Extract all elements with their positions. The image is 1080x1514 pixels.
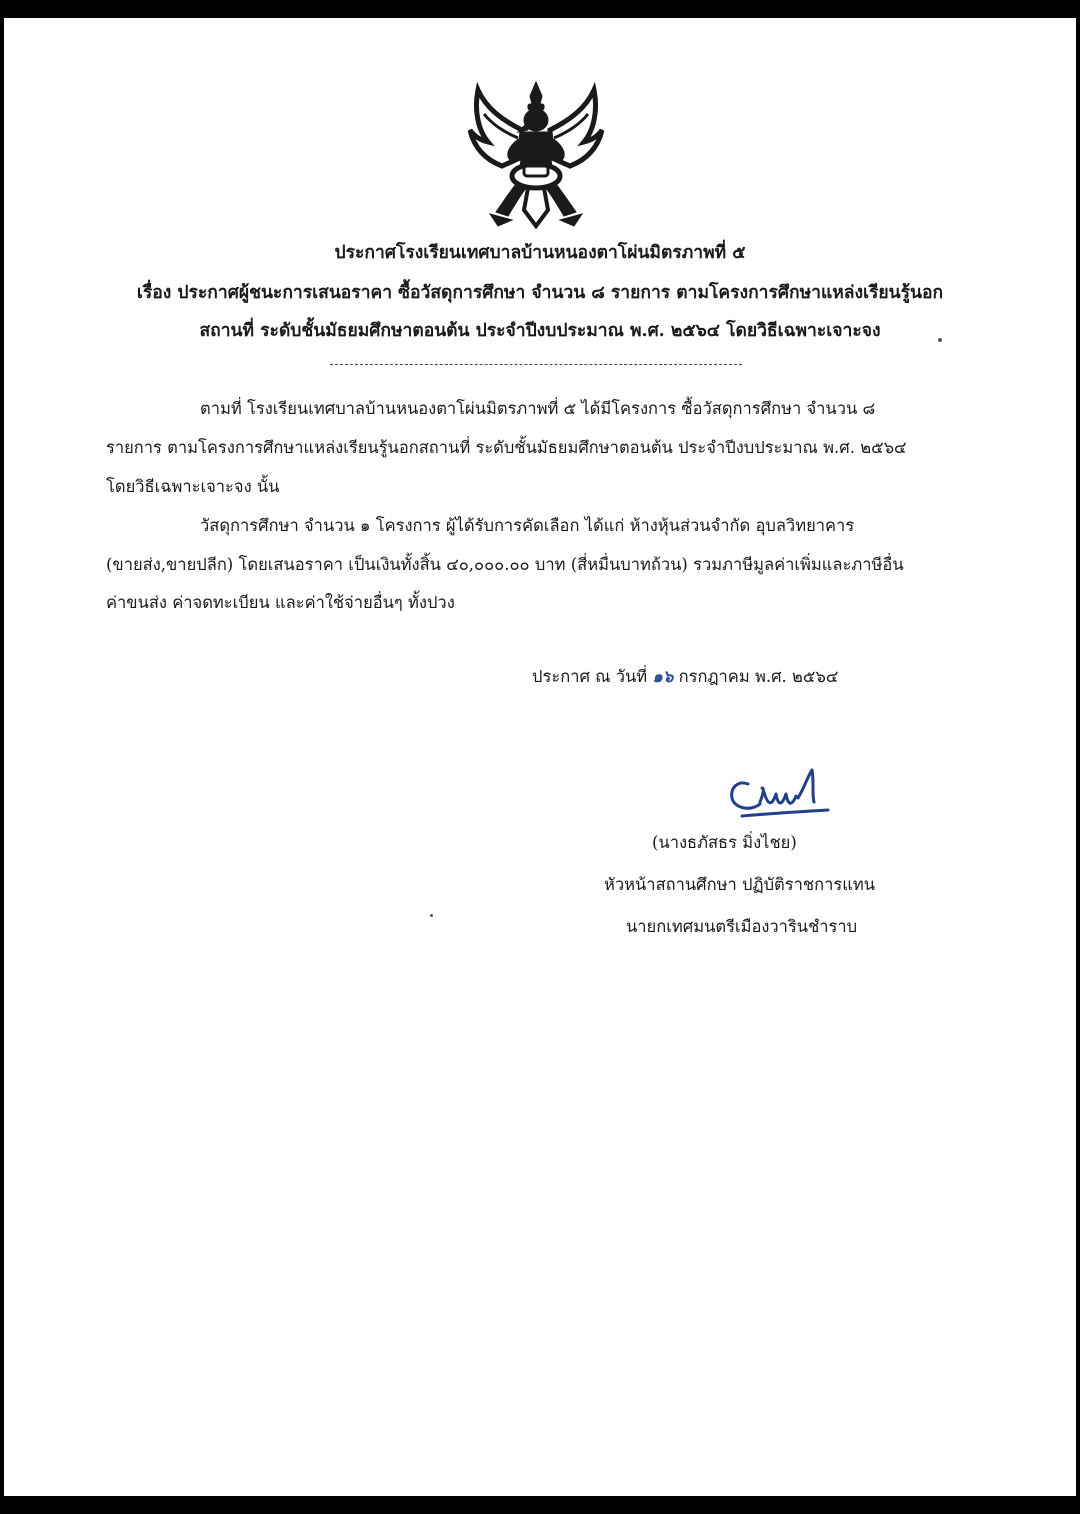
- paragraph2-line2: (ขายส่ง,ขายปลีก) โดยเสนอราคา เป็นเงินทั้งสิ้น ๔๐,๐๐๐.๐๐ บาท (สี่หมื่นบาทถ้วน) รวมภาษีมูลค่าเพิ่มและภาษีอื่น: [106, 555, 904, 574]
- handwritten-signature-icon: [724, 766, 836, 826]
- garuda-emblem-icon: [468, 80, 604, 232]
- separator-dashed-line: [330, 364, 742, 365]
- subject-line-1: เรื่อง ประกาศผู้ชนะการเสนอราคา ซื้อวัสดุการศึกษา จำนวน ๘ รายการ ตามโครงการศึกษาแหล่งเรียนรู้นอก: [136, 283, 944, 303]
- signer-position-line2: นายกเทศมนตรีเมืองวารินชำราบ: [626, 917, 858, 936]
- announce-date-suffix: กรกฎาคม พ.ศ. ๒๕๖๔: [678, 667, 839, 686]
- scan-speck: [430, 914, 433, 917]
- subject-line-2: สถานที่ ระดับชั้นมัธยมศึกษาตอนต้น ประจำปีงบประมาณ พ.ศ. ๒๕๖๔ โดยวิธีเฉพาะเจาะจง: [199, 321, 881, 341]
- paragraph1-line2: รายการ ตามโครงการศึกษาแหล่งเรียนรู้นอกสถานที่ ระดับชั้นมัธยมศึกษาตอนต้น ประจำปีงบประมาณ พ.ศ. ๒๕๖๔: [106, 438, 907, 457]
- scan-speck: [938, 338, 942, 342]
- announce-date-prefix: ประกาศ ณ วันที่: [532, 667, 648, 686]
- paragraph2-line1: วัสดุการศึกษา จำนวน ๑ โครงการ ผู้ได้รับการคัดเลือก ได้แก่ ห้างหุ้นส่วนจำกัด อุบลวิทยาคาร: [200, 516, 855, 535]
- paragraph1-line1: ตามที่ โรงเรียนเทศบาลบ้านหนองตาโผ่นมิตรภาพที่ ๕ ได้มีโครงการ ซื้อวัสดุการศึกษา จำนวน ๘: [200, 399, 876, 418]
- announce-day-handwritten: ๑๖: [652, 667, 674, 686]
- signer-position-line1: หัวหน้าสถานศึกษา ปฏิบัติราชการแทน: [604, 875, 875, 894]
- paragraph1-line3: โดยวิธีเฉพาะเจาะจง นั้น: [106, 477, 280, 496]
- signer-name: (นางธภัสธร มิ่งไชย): [652, 833, 797, 852]
- announcement-date: [532, 664, 838, 690]
- paragraph2-line3: ค่าขนส่ง ค่าจดทะเบียน และค่าใช้จ่ายอื่นๆ ทั้งปวง: [106, 593, 455, 612]
- document-title: ประกาศโรงเรียนเทศบาลบ้านหนองตาโผ่นมิตรภาพที่ ๕: [334, 243, 746, 263]
- document-page: [4, 18, 1076, 1496]
